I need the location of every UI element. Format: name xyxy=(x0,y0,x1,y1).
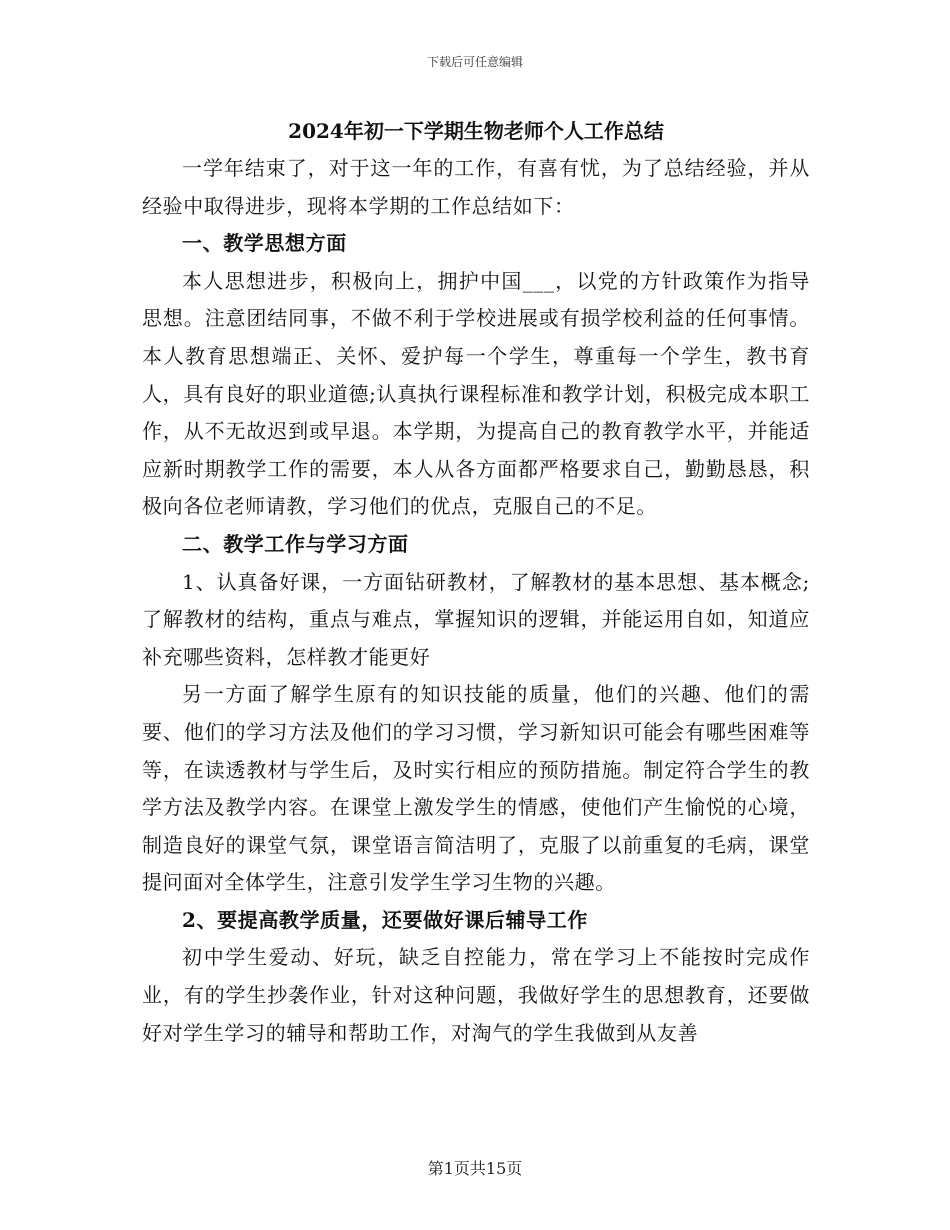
paragraph-after-class-tutoring: 初中学生爱动、好玩，缺乏自控能力，常在学习上不能按时完成作业，有的学生抄袭作业，针对这种问题，我做好学生的思想教育，还要做好对学生学习的辅导和帮助工作，对淘气的学生我做到从友善 xyxy=(142,945,810,1045)
page-header-note: 下载后可任意编辑 xyxy=(426,55,523,69)
page-number-footer: 第1页共15页 xyxy=(427,1159,523,1178)
paragraph-intro: 一学年结束了，对于这一年的工作，有喜有忧，为了总结经验，并从经验中取得进步，现将本学期的工作总结如下： xyxy=(142,156,810,218)
section-heading-teaching-and-learning: 二、教学工作与学习方面 xyxy=(182,531,409,556)
section-heading-after-class-tutoring: 2、要提高教学质量，还要做好课后辅导工作 xyxy=(182,907,588,932)
paragraph-teaching-philosophy: 本人思想进步，积极向上，拥护中国___，以党的方针政策作为指导思想。注意团结同事，不做不利于学校进展或有损学校利益的任何事情。本人教育思想端正、关怀、爱护每一个学生，尊重每一个学生，教书育人，具有良好的职业道德;认真执行课程标准和教学计划，积极完成本职工作，从不无故迟到或早退。本学期，为提高自己的教育教学水平，并能适应新时期教学工作的需要，本人从各方面都严格要求自己，勤勤恳恳，积极向各位老师请教，学习他们的优点，克服自己的不足。 xyxy=(142,268,810,519)
paragraph-lesson-preparation: 1、认真备好课，一方面钻研教材，了解教材的基本思想、基本概念;了解教材的结构，重点与难点，掌握知识的逻辑，并能运用自如，知道应补充哪些资料，怎样教才能更好 xyxy=(142,569,810,669)
paragraph-understanding-students: 另一方面了解学生原有的知识技能的质量，他们的兴趣、他们的需要、他们的学习方法及他们的学习习惯，学习新知识可能会有哪些困难等等，在读透教材与学生后，及时实行相应的预防措施。制定符合学生的教学方法及教学内容。在课堂上激发学生的情感，使他们产生愉悦的心境，制造良好的课堂气氛，课堂语言简洁明了，克服了以前重复的毛病，课堂提问面对全体学生，注意引发学生学习生物的兴趣。 xyxy=(142,682,810,895)
document-body xyxy=(142,112,810,1052)
document-title: 2024年初一下学期生物老师个人工作总结 xyxy=(288,119,664,143)
section-heading-teaching-philosophy: 一、教学思想方面 xyxy=(182,231,347,256)
